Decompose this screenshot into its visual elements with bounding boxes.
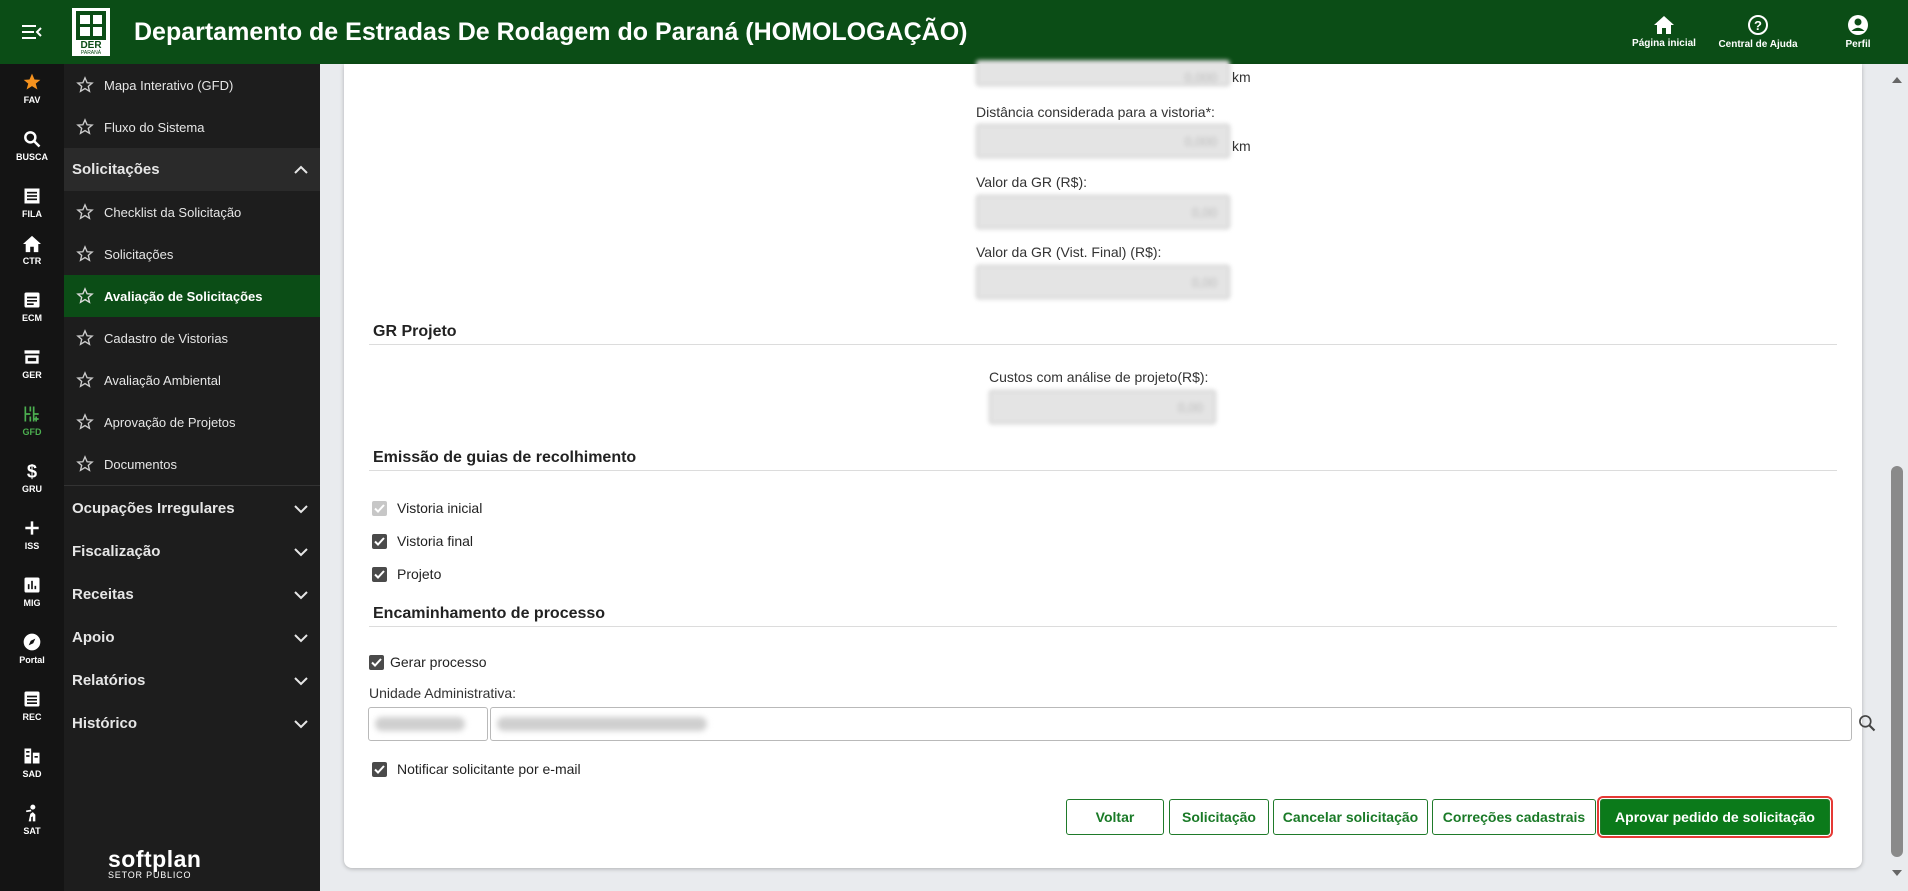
dollar-icon <box>22 461 42 481</box>
menu-item-label: Documentos <box>104 456 177 472</box>
rail-item-iss[interactable] <box>0 518 64 551</box>
chart-icon <box>22 575 42 595</box>
valor-gr-final-field[interactable]: 0,00 <box>976 265 1230 299</box>
valor-gr-final-label: Valor da GR (Vist. Final) (R$): <box>976 244 1162 260</box>
section-divider <box>369 626 1837 627</box>
compass-icon <box>22 632 42 652</box>
projeto-checkbox[interactable] <box>372 566 441 582</box>
favorite-star-icon[interactable] <box>76 118 94 136</box>
gfd-icon <box>22 404 42 424</box>
unidade-code-input[interactable] <box>368 707 488 741</box>
search-icon <box>22 129 42 149</box>
unit-km: km <box>1232 69 1251 85</box>
search-icon <box>1857 713 1877 733</box>
home-button[interactable] <box>1620 0 1708 64</box>
building-icon <box>22 746 42 766</box>
scroll-up-arrow-icon[interactable] <box>1891 76 1903 84</box>
rail-label: FILA <box>22 209 42 219</box>
distancia-field[interactable]: 0,000 <box>976 124 1230 158</box>
chevron-down-icon <box>294 676 308 686</box>
worker-icon <box>22 803 42 823</box>
menu-item-mapa-interativo[interactable] <box>64 64 320 106</box>
rail-label: REC <box>22 712 42 722</box>
emissao-title: Emissão de guias de recolhimento <box>373 449 637 466</box>
svg-text:?: ? <box>1754 18 1762 33</box>
favorite-star-icon[interactable] <box>76 371 94 389</box>
custos-field[interactable]: 0,00 <box>989 390 1216 424</box>
menu-section-solicitacoes[interactable] <box>64 148 320 191</box>
aprovar-pedido-button[interactable]: Aprovar pedido de solicitação <box>1600 799 1830 835</box>
menu-section-receitas[interactable] <box>64 573 320 616</box>
menu-item-checklist[interactable] <box>64 191 320 233</box>
rail-item-gru[interactable] <box>0 461 64 494</box>
rail-item-sat[interactable] <box>0 803 64 836</box>
rail-label: CTR <box>22 256 42 266</box>
top-bar <box>0 0 1908 64</box>
help-button[interactable] <box>1708 0 1808 64</box>
checkbox-checked-icon <box>372 762 387 777</box>
rail-label: MIG <box>23 598 41 608</box>
chevron-down-icon <box>294 633 308 643</box>
rail-item-ecm[interactable] <box>0 290 64 323</box>
checkbox-checked-icon <box>369 655 384 670</box>
chevron-down-icon <box>294 719 308 729</box>
menu-section-fiscalizacao[interactable] <box>64 530 320 573</box>
favorite-star-icon[interactable] <box>76 455 94 473</box>
rail-item-rec[interactable] <box>0 689 64 722</box>
brand-name: softplan <box>108 846 202 872</box>
rail-item-ger[interactable] <box>0 347 64 380</box>
checkbox-label: Notificar solicitante por e-mail <box>397 761 581 777</box>
favorite-star-icon[interactable] <box>76 287 94 305</box>
rail-label: FAV <box>23 95 41 105</box>
menu-section-historico[interactable] <box>64 702 320 745</box>
menu-item-fluxo-sistema[interactable] <box>64 106 320 148</box>
section-divider <box>369 344 1837 345</box>
menu-item-aprovacao-projetos[interactable] <box>64 401 320 443</box>
notificar-checkbox[interactable] <box>372 761 581 777</box>
brand-sub: SETOR PÚBLICO <box>108 870 192 880</box>
gr-projeto-title: GR Projeto <box>373 323 457 340</box>
menu-divider <box>64 485 320 486</box>
user-icon <box>1847 14 1869 36</box>
voltar-button[interactable]: Voltar <box>1066 799 1164 835</box>
menu-item-documentos[interactable] <box>64 443 320 485</box>
menu-section-label: Solicitações <box>72 161 160 178</box>
rail-label: SAT <box>23 826 41 836</box>
list-icon <box>22 186 42 206</box>
rail-item-portal[interactable] <box>0 632 64 665</box>
gerar-processo-checkbox[interactable] <box>369 654 486 670</box>
checkbox-checked-icon <box>372 567 387 582</box>
unidade-label: Unidade Administrativa: <box>369 685 517 701</box>
menu-item-label: Avaliação de Solicitações <box>104 288 263 304</box>
distancia-label: Distância considerada para a vistoria*: <box>976 104 1215 120</box>
solicitacao-button[interactable]: Solicitação <box>1169 799 1269 835</box>
menu-item-label: Solicitações <box>104 246 174 262</box>
checkbox-label: Vistoria inicial <box>397 500 483 516</box>
chevron-up-icon <box>294 165 308 175</box>
menu-section-label: Relatórios <box>72 672 146 689</box>
unit-km: km <box>1232 138 1251 154</box>
form-card <box>344 64 1862 868</box>
profile-button[interactable] <box>1808 0 1908 64</box>
receipt-icon <box>22 689 42 709</box>
unidade-name-input[interactable] <box>490 707 1852 741</box>
menu-section-label: Fiscalização <box>72 543 161 560</box>
menu-item-label: Aprovação de Projetos <box>104 414 236 430</box>
menu-section-label: Ocupações Irregulares <box>72 500 235 517</box>
menu-section-label: Histórico <box>72 715 138 732</box>
checkbox-checked-icon <box>372 501 387 516</box>
valor-gr-field[interactable]: 0,00 <box>976 195 1230 229</box>
scrollbar-thumb[interactable] <box>1891 466 1903 857</box>
valor-gr-label: Valor da GR (R$): <box>976 174 1087 190</box>
der-logo[interactable] <box>72 8 110 56</box>
rail-label: GER <box>22 370 42 380</box>
menu-item-cadastro-vistorias[interactable] <box>64 317 320 359</box>
favorite-star-icon[interactable] <box>76 203 94 221</box>
checkbox-label: Vistoria final <box>397 533 474 549</box>
rail-item-mig[interactable] <box>0 575 64 608</box>
menu-item-label: Cadastro de Vistorias <box>104 330 229 346</box>
svg-text:$: $ <box>26 461 38 481</box>
menu-toggle-button[interactable] <box>0 0 64 64</box>
help-label: Central de Ajuda <box>1718 39 1798 50</box>
menu-section-relatorios[interactable] <box>64 659 320 702</box>
distancia-total-field[interactable]: 0,000 <box>976 60 1230 86</box>
rail-item-busca[interactable] <box>0 129 64 162</box>
logo-subtext: PARANÁ <box>80 50 102 56</box>
favorite-star-icon[interactable] <box>76 329 94 347</box>
store-icon <box>22 347 42 367</box>
rail-label: BUSCA <box>15 152 48 162</box>
checkbox-label: Gerar processo <box>390 654 487 670</box>
profile-label: Perfil <box>1845 39 1871 50</box>
favorite-star-icon[interactable] <box>76 245 94 263</box>
menu-item-avaliacao-solicitacoes[interactable] <box>64 275 320 317</box>
rail-label: ECM <box>22 313 42 323</box>
page-title: Departamento de Estradas De Rodagem do Paraná (HOMOLOGAÇÃO) <box>134 17 968 46</box>
help-icon <box>1747 14 1769 36</box>
favorite-star-icon[interactable] <box>76 413 94 431</box>
rail-item-ctr[interactable] <box>0 235 64 266</box>
correcoes-cadastrais-button[interactable]: Correções cadastrais <box>1432 799 1596 835</box>
checkbox-label: Projeto <box>397 566 442 582</box>
page-scrollbar[interactable] <box>1886 64 1908 891</box>
chevron-down-icon <box>294 590 308 600</box>
document-icon <box>22 290 42 310</box>
menu-item-label: Checklist da Solicitação <box>104 204 242 220</box>
rail-item-gfd[interactable] <box>0 404 64 437</box>
encaminhamento-title: Encaminhamento de processo <box>373 605 606 622</box>
menu-item-label: Mapa Interativo (GFD) <box>104 77 234 93</box>
logo-text: DER <box>80 40 102 51</box>
rail-label: SAD <box>22 769 42 779</box>
rail-item-fila[interactable] <box>0 186 64 219</box>
chevron-down-icon <box>294 504 308 514</box>
star-icon <box>22 72 42 92</box>
app-rail <box>0 64 64 891</box>
menu-section-ocupacoes[interactable] <box>64 487 320 530</box>
search-unidade-button[interactable] <box>1857 713 1879 735</box>
rail-item-sad[interactable] <box>0 746 64 779</box>
menu-collapse-icon <box>22 24 42 40</box>
favorite-star-icon[interactable] <box>76 76 94 94</box>
rail-label: GFD <box>22 427 42 437</box>
menu-item-label: Avaliação Ambiental <box>104 372 221 388</box>
rail-label: Portal <box>19 655 45 665</box>
rail-item-fav[interactable] <box>0 72 64 105</box>
vistoria-inicial-checkbox[interactable] <box>372 500 482 516</box>
menu-section-label: Receitas <box>72 586 134 603</box>
home-icon <box>22 235 42 253</box>
home-label: Página inicial <box>1632 38 1696 49</box>
section-divider <box>369 470 1837 471</box>
chevron-down-icon <box>294 547 308 557</box>
scroll-down-arrow-icon[interactable] <box>1891 869 1903 877</box>
vistoria-final-checkbox[interactable] <box>372 533 473 549</box>
menu-section-label: Apoio <box>72 629 115 646</box>
custos-label: Custos com análise de projeto(R$): <box>989 369 1209 385</box>
checkbox-checked-icon <box>372 534 387 549</box>
cancelar-solicitacao-button[interactable]: Cancelar solicitação <box>1273 799 1428 835</box>
rail-label: GRU <box>22 484 42 494</box>
plus-icon <box>22 518 42 538</box>
menu-item-avaliacao-ambiental[interactable] <box>64 359 320 401</box>
softplan-logo <box>108 848 201 880</box>
menu-item-label: Fluxo do Sistema <box>104 119 205 135</box>
rail-label: ISS <box>24 541 40 551</box>
menu-item-solicitacoes[interactable] <box>64 233 320 275</box>
menu-section-apoio[interactable] <box>64 616 320 659</box>
side-menu <box>64 64 320 891</box>
home-icon <box>1653 15 1675 35</box>
